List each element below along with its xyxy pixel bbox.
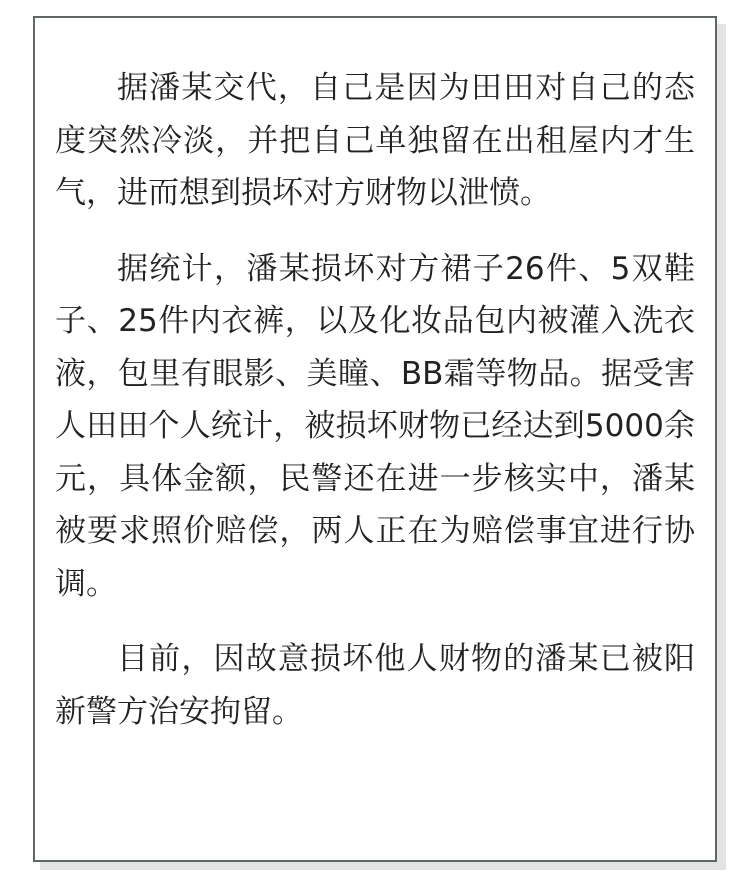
article-body: [55, 62, 695, 761]
paragraph-current-status: 目前，因故意损坏他人财物的潘某已被阳新警方治安拘留。: [55, 641, 695, 730]
paragraph-damage-statistics: 据统计，潘某损坏对方裙子26件、5双鞋子、25件内衣裤，以及化妆品包内被灌入洗衣液，包里有眼影、美瞳、BB霜等物品。据受害人田田个人统计，被损坏财物已经达到5000余元，具体金额，民警还在进一步核实中，潘某被要求照价赔偿，两人正在为赔偿事宜进行协调。: [55, 250, 695, 602]
paragraph-confession: 据潘某交代，自己是因为田田对自己的态度突然冷淡，并把自己单独留在出租屋内才生气，进而想到损坏对方财物以泄愤。: [55, 70, 695, 211]
article-frame: [33, 16, 717, 862]
